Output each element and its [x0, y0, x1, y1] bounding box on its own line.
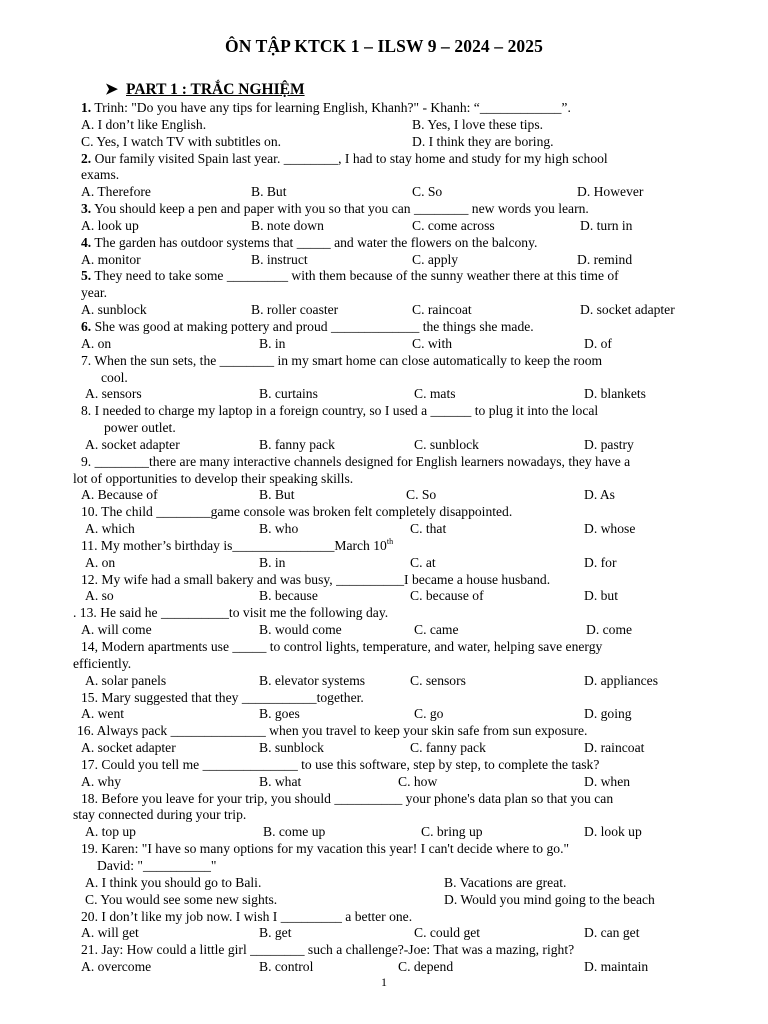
- answer-option: C. come across: [412, 217, 495, 233]
- option-row: [0, 184, 768, 201]
- option-row: [0, 336, 768, 353]
- answer-option: B. goes: [259, 706, 300, 722]
- answer-option: A. on: [85, 554, 116, 570]
- answer-option: A. look up: [81, 217, 139, 233]
- question-stem: [0, 639, 768, 656]
- option-row: [0, 487, 768, 504]
- question-stem: [0, 319, 768, 336]
- question-stem-text: 11. My mother’s birthday is_______________March 10: [81, 537, 387, 553]
- answer-option: A. Because of: [81, 487, 158, 503]
- question-stem-line: cool.: [101, 369, 128, 385]
- answer-option: D. appliances: [584, 672, 658, 688]
- answer-option: A. overcome: [81, 959, 152, 975]
- question-stem-line: 15. Mary suggested that they ___________together.: [81, 689, 364, 705]
- answer-option: B. elevator systems: [259, 672, 366, 688]
- question-stem-line: 8. I needed to charge my laptop in a foreign country, so I used a ______ to plug it into the local: [81, 403, 599, 419]
- question-stem: [0, 538, 768, 555]
- answer-option: A. top up: [85, 824, 136, 840]
- answer-option: C. could get: [414, 925, 481, 941]
- question-stem-line: 14, Modern apartments use _____ to control lights, temperature, and water, helping save energy: [81, 639, 603, 654]
- question-stem: [0, 454, 768, 471]
- answer-option: B. But: [259, 487, 295, 503]
- document-title: ÔN TẬP KTCK 1 – ILSW 9 – 2024 – 2025: [224, 36, 543, 56]
- answer-option: D. but: [584, 588, 618, 604]
- answer-option: D. whose: [584, 521, 636, 537]
- answer-option: C. apply: [412, 251, 459, 267]
- question-stem: [0, 167, 768, 184]
- answer-option: C. because of: [410, 588, 484, 604]
- answer-option: C. bring up: [421, 824, 483, 840]
- answer-option: D. can get: [584, 925, 640, 941]
- answer-option: B. would come: [259, 622, 342, 638]
- question-stem-line: 7. When the sun sets, the ________ in my smart home can close automatically to keep the room: [81, 352, 603, 368]
- question-stem-line: 19. Karen: "I have so many options for my vacation this year! I can't decide where to go.": [81, 841, 570, 857]
- answer-option: B. get: [259, 925, 292, 941]
- question-stem: [0, 235, 768, 252]
- answer-option: B. in: [259, 554, 286, 570]
- answer-option: A. sunblock: [81, 302, 147, 318]
- answer-option: D. come: [586, 622, 633, 638]
- question-stem: [0, 690, 768, 707]
- option-row: [0, 622, 768, 639]
- answer-option: D. blankets: [584, 386, 646, 402]
- option-row: [0, 134, 768, 151]
- question-stem-line: exams.: [81, 167, 120, 183]
- answer-option: B. what: [259, 773, 302, 789]
- option-row: [0, 252, 768, 269]
- answer-option: D. raincoat: [584, 740, 645, 756]
- question-stem: [0, 572, 768, 589]
- question-stem-line: 9. ________there are many interactive channels designed for English learners nowadays, they have a: [81, 453, 631, 469]
- question-stem: [0, 100, 768, 117]
- answer-option: B. Yes, I love these tips.: [412, 116, 544, 132]
- question-list: [0, 100, 768, 976]
- answer-option: B. come up: [263, 824, 326, 840]
- answer-option: D. for: [584, 554, 617, 570]
- question-stem-line: 21. Jay: How could a little girl ________ such a challenge?-Joe: That was a mazing, right?: [81, 942, 575, 958]
- answer-option: B. control: [259, 959, 314, 975]
- answer-option: C. fanny pack: [410, 740, 486, 756]
- option-row: [0, 117, 768, 134]
- answer-option: D. As: [584, 487, 615, 503]
- option-row: [0, 925, 768, 942]
- question-number: 6.: [81, 318, 92, 334]
- option-row: [0, 706, 768, 723]
- answer-option: D. turn in: [580, 217, 633, 233]
- question-stem-line: 4. The garden has outdoor systems that _____ and water the flowers on the balcony.: [81, 234, 538, 250]
- question-stem: [0, 942, 768, 959]
- option-row: [0, 521, 768, 538]
- answer-option: C. Yes, I watch TV with subtitles on.: [81, 133, 282, 149]
- answer-option: C. at: [410, 554, 436, 570]
- answer-option: B. fanny pack: [259, 436, 335, 452]
- question-stem-line: year.: [81, 285, 108, 301]
- answer-option: C. sensors: [410, 672, 466, 688]
- ordinal-superscript: th: [386, 536, 394, 546]
- answer-option: D. Would you mind going to the beach: [444, 891, 655, 907]
- answer-option: D. However: [577, 184, 644, 200]
- answer-option: B. But: [251, 184, 287, 200]
- question-stem-line: lot of opportunities to develop their speaking skills.: [73, 470, 354, 486]
- answer-option: D. remind: [577, 251, 633, 267]
- question-stem: [0, 909, 768, 926]
- question-stem-line: power outlet.: [104, 420, 176, 436]
- answer-option: A. will get: [81, 925, 139, 941]
- question-stem-line: 12. My wife had a small bakery and was busy, __________I became a house husband.: [81, 571, 551, 587]
- answer-option: D. socket adapter: [580, 302, 675, 318]
- answer-option: D. going: [584, 706, 632, 722]
- answer-option: C. So: [412, 184, 443, 200]
- answer-option: A. so: [85, 588, 114, 604]
- answer-option: B. because: [259, 588, 318, 604]
- answer-option: B. curtains: [259, 386, 318, 402]
- question-stem: [0, 723, 768, 740]
- answer-option: B. note down: [251, 217, 324, 233]
- question-number: 2.: [81, 150, 92, 166]
- answer-option: C. with: [412, 335, 453, 351]
- answer-option: A. solar panels: [85, 672, 167, 688]
- answer-option: A. I don’t like English.: [81, 116, 207, 132]
- answer-option: D. I think they are boring.: [412, 133, 554, 149]
- answer-option: D. look up: [584, 824, 642, 840]
- option-row: [0, 302, 768, 319]
- question-stem: [0, 471, 768, 488]
- answer-option: C. mats: [414, 386, 456, 402]
- question-stem: [0, 201, 768, 218]
- question-stem: [0, 420, 768, 437]
- answer-option: C. depend: [398, 959, 454, 975]
- answer-option: B. in: [259, 335, 286, 351]
- answer-option: C. raincoat: [412, 302, 472, 318]
- part-heading-label: PART 1 : TRẮC NGHIỆM: [126, 81, 305, 98]
- answer-option: C. So: [406, 487, 437, 503]
- question-stem-line: 6. She was good at making pottery and proud _____________ the things she made.: [81, 318, 534, 334]
- answer-option: D. pastry: [584, 436, 634, 452]
- option-row: [0, 774, 768, 791]
- question-stem-line: 10. The child ________game console was broken felt completely disappointed.: [81, 504, 513, 520]
- answer-option: D. when: [584, 773, 631, 789]
- answer-option: A. Therefore: [81, 184, 151, 200]
- answer-option: B. who: [259, 521, 299, 537]
- answer-option: C. how: [398, 773, 438, 789]
- question-stem: [0, 504, 768, 521]
- question-stem: [0, 656, 768, 673]
- option-row: [0, 959, 768, 976]
- question-stem: [0, 858, 768, 875]
- option-row: [0, 875, 768, 892]
- option-row: [0, 588, 768, 605]
- question-stem-line: 2. Our family visited Spain last year. ________, I had to stay home and study for my high school: [81, 150, 608, 166]
- question-stem: [0, 151, 768, 168]
- answer-option: C. sunblock: [414, 436, 479, 452]
- part-heading: [105, 80, 305, 99]
- question-stem-line: stay connected during your trip.: [73, 807, 247, 823]
- question-stem: [0, 285, 768, 302]
- question-stem: [0, 841, 768, 858]
- answer-option: A. monitor: [81, 251, 141, 267]
- question-stem: [0, 370, 768, 387]
- question-stem-line: efficiently.: [73, 655, 132, 671]
- question-stem: [0, 403, 768, 420]
- question-stem: [0, 353, 768, 370]
- answer-option: A. I think you should go to Bali.: [85, 874, 262, 890]
- question-stem-line: David: "__________": [97, 857, 217, 873]
- question-stem: [0, 757, 768, 774]
- answer-option: A. socket adapter: [81, 740, 176, 756]
- page-number: 1: [381, 975, 387, 989]
- question-stem: [0, 791, 768, 808]
- option-row: [0, 555, 768, 572]
- question-stem-line: 16. Always pack ______________ when you travel to keep your skin safe from sun exposure.: [77, 723, 588, 739]
- answer-option: B. Vacations are great.: [444, 874, 567, 890]
- option-row: [0, 740, 768, 757]
- question-number: 5.: [81, 268, 92, 284]
- answer-option: D. maintain: [584, 959, 649, 975]
- answer-option: C. came: [414, 622, 459, 638]
- question-stem: [0, 807, 768, 824]
- answer-option: A. on: [81, 335, 112, 351]
- answer-option: A. sensors: [85, 386, 142, 402]
- question-number: 4.: [81, 234, 92, 250]
- question-stem: [0, 605, 768, 622]
- question-stem-line: 20. I don’t like my job now. I wish I _________ a better one.: [81, 908, 413, 924]
- answer-option: B. instruct: [251, 251, 308, 267]
- question-stem: [0, 268, 768, 285]
- arrow-bullet-icon: ➤: [105, 81, 118, 98]
- question-stem-line: [81, 538, 393, 555]
- option-row: [0, 218, 768, 235]
- question-number: 3.: [81, 201, 92, 217]
- answer-option: A. socket adapter: [85, 436, 180, 452]
- question-stem-line: . 13. He said he __________to visit me the following day.: [73, 605, 389, 621]
- question-stem-line: 18. Before you leave for your trip, you should __________ your phone's data plan so that you can: [81, 790, 614, 806]
- answer-option: A. which: [85, 521, 135, 537]
- question-stem-line: 5. They need to take some _________ with them because of the sunny weather there at this time of: [81, 268, 619, 284]
- option-row: [0, 824, 768, 841]
- question-stem-line: 3. You should keep a pen and paper with you so that you can ________ new words you learn.: [81, 201, 589, 217]
- question-stem-line: 17. Could you tell me ______________ to use this software, step by step, to complete the task?: [81, 756, 600, 772]
- answer-option: D. of: [584, 335, 612, 351]
- question-stem-line: 1. Trinh: "Do you have any tips for learning English, Khanh?" - Khanh: “____________”.: [81, 100, 571, 115]
- answer-option: A. why: [81, 773, 122, 789]
- answer-option: B. sunblock: [259, 740, 324, 756]
- option-row: [0, 386, 768, 403]
- answer-option: C. that: [410, 521, 447, 537]
- answer-option: A. went: [81, 706, 125, 722]
- option-row: [0, 673, 768, 690]
- answer-option: B. roller coaster: [251, 302, 339, 318]
- option-row: [0, 892, 768, 909]
- question-number: 1.: [81, 100, 92, 115]
- answer-option: C. You would see some new sights.: [85, 891, 278, 907]
- option-row: [0, 437, 768, 454]
- answer-option: A. will come: [81, 622, 152, 638]
- answer-option: C. go: [414, 706, 444, 722]
